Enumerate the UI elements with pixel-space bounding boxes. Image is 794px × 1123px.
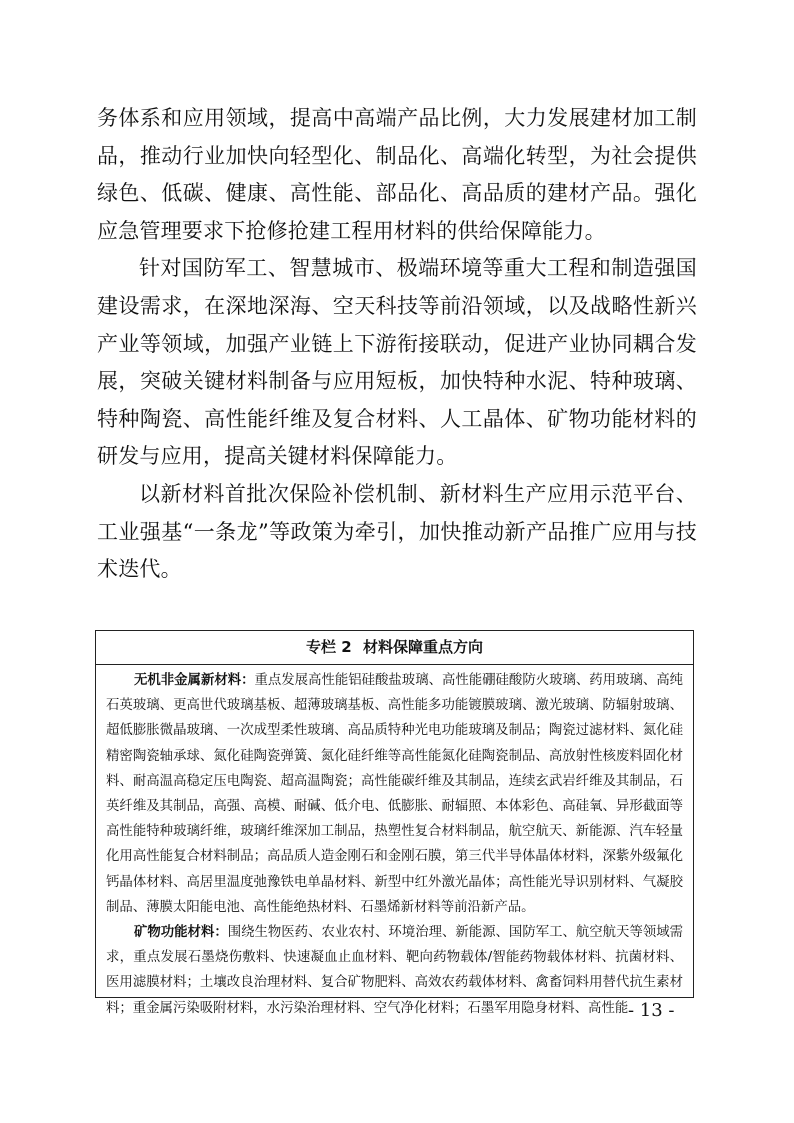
- box-title: [96, 631, 693, 665]
- box-item-text: 重点发展高性能铝硅酸盐玻璃、高性能硼硅酸防火玻璃、药用玻璃、高纯石英玻璃、更高世代玻璃基板、超薄玻璃基板、高性能多功能镀膜玻璃、激光玻璃、防辐射玻璃、超低膨胀微晶玻璃、一次成型柔性玻璃、高品质特种光电功能玻璃及制品；陶瓷过滤材料、氮化硅精密陶瓷轴承球、氮化硅陶瓷弹簧、氮化硅纤维等高性能氮化硅陶瓷制品、高放射性核废料固化材料、耐高温高稳定压电陶瓷、超高温陶瓷；高性能碳纤维及其制品，连续玄武岩纤维及其制品，石英纤维及其制品，高强、高模、耐碱、低介电、低膨胀、耐辐照、本体彩色、高硅氧、异形截面等高性能特种玻璃纤维，玻璃纤维深加工制品，热塑性复合材料制品，航空航天、新能源、汽车轻量化用高性能复合材料制品；高品质人造金刚石和金刚石膜，第三代半导体晶体材料，深紫外级氟化钙晶体材料、高居里温度弛豫铁电单晶材料、新型中红外激光晶体；高性能光导识别材料、气凝胶制品、薄膜太阳能电池、高性能绝热材料、石墨烯新材料等前沿新产品。: [106, 673, 684, 915]
- box-body: [96, 665, 693, 1021]
- box-item-label: 矿物功能材料：: [134, 925, 228, 941]
- box-title-prefix: 专栏 2: [306, 638, 352, 656]
- box-item-mineral: [106, 920, 683, 1021]
- body-text: [97, 100, 697, 589]
- box-item-label: 无机非金属新材料：: [134, 673, 255, 688]
- box-item-text: 围绕生物医药、农业农村、环境治理、新能源、国防军工、航空航天等领域需求，重点发展石墨烧伤敷料、快速凝血止血材料、靶向药物载体/智能药物载体材料、抗菌材料、医用滤膜材料；土壤改良治理材料、复合矿物肥料、高效农药载体材料、禽畜饲料用替代抗生素材料；重金属污染吸附材料，水污染治理材料、空气净化材料；石墨军用隐身材料、高性能: [106, 925, 684, 1016]
- box-item-inorganic: [106, 668, 683, 920]
- paragraph-2: 针对国防军工、智慧城市、极端环境等重大工程和制造强国建设需求，在深地深海、空天科技等前沿领域，以及战略性新兴产业等领域，加强产业链上下游衔接联动，促进产业协同耦合发展，突破关键材料制备与应用短板，加快特种水泥、特种玻璃、特种陶瓷、高性能纤维及复合材料、人工晶体、矿物功能材料的研发与应用，提高关键材料保障能力。: [97, 256, 697, 469]
- paragraph-1: 务体系和应用领域，提高中高端产品比例，大力发展建材加工制品，推动行业加快向轻型化、制品化、高端化转型，为社会提供绿色、低碳、健康、高性能、部品化、高品质的建材产品。强化应急管理要求下抢修抢建工程用材料的供给保障能力。: [97, 106, 697, 243]
- paragraph-3: 以新材料首批次保险补偿机制、新材料生产应用示范平台、工业强基“一条龙”等政策为牵引，加快推动新产品推广应用与技术迭代。: [97, 481, 697, 582]
- page-number: - 13 -: [628, 1000, 675, 1021]
- box-title-main: 材料保障重点方向: [362, 638, 483, 656]
